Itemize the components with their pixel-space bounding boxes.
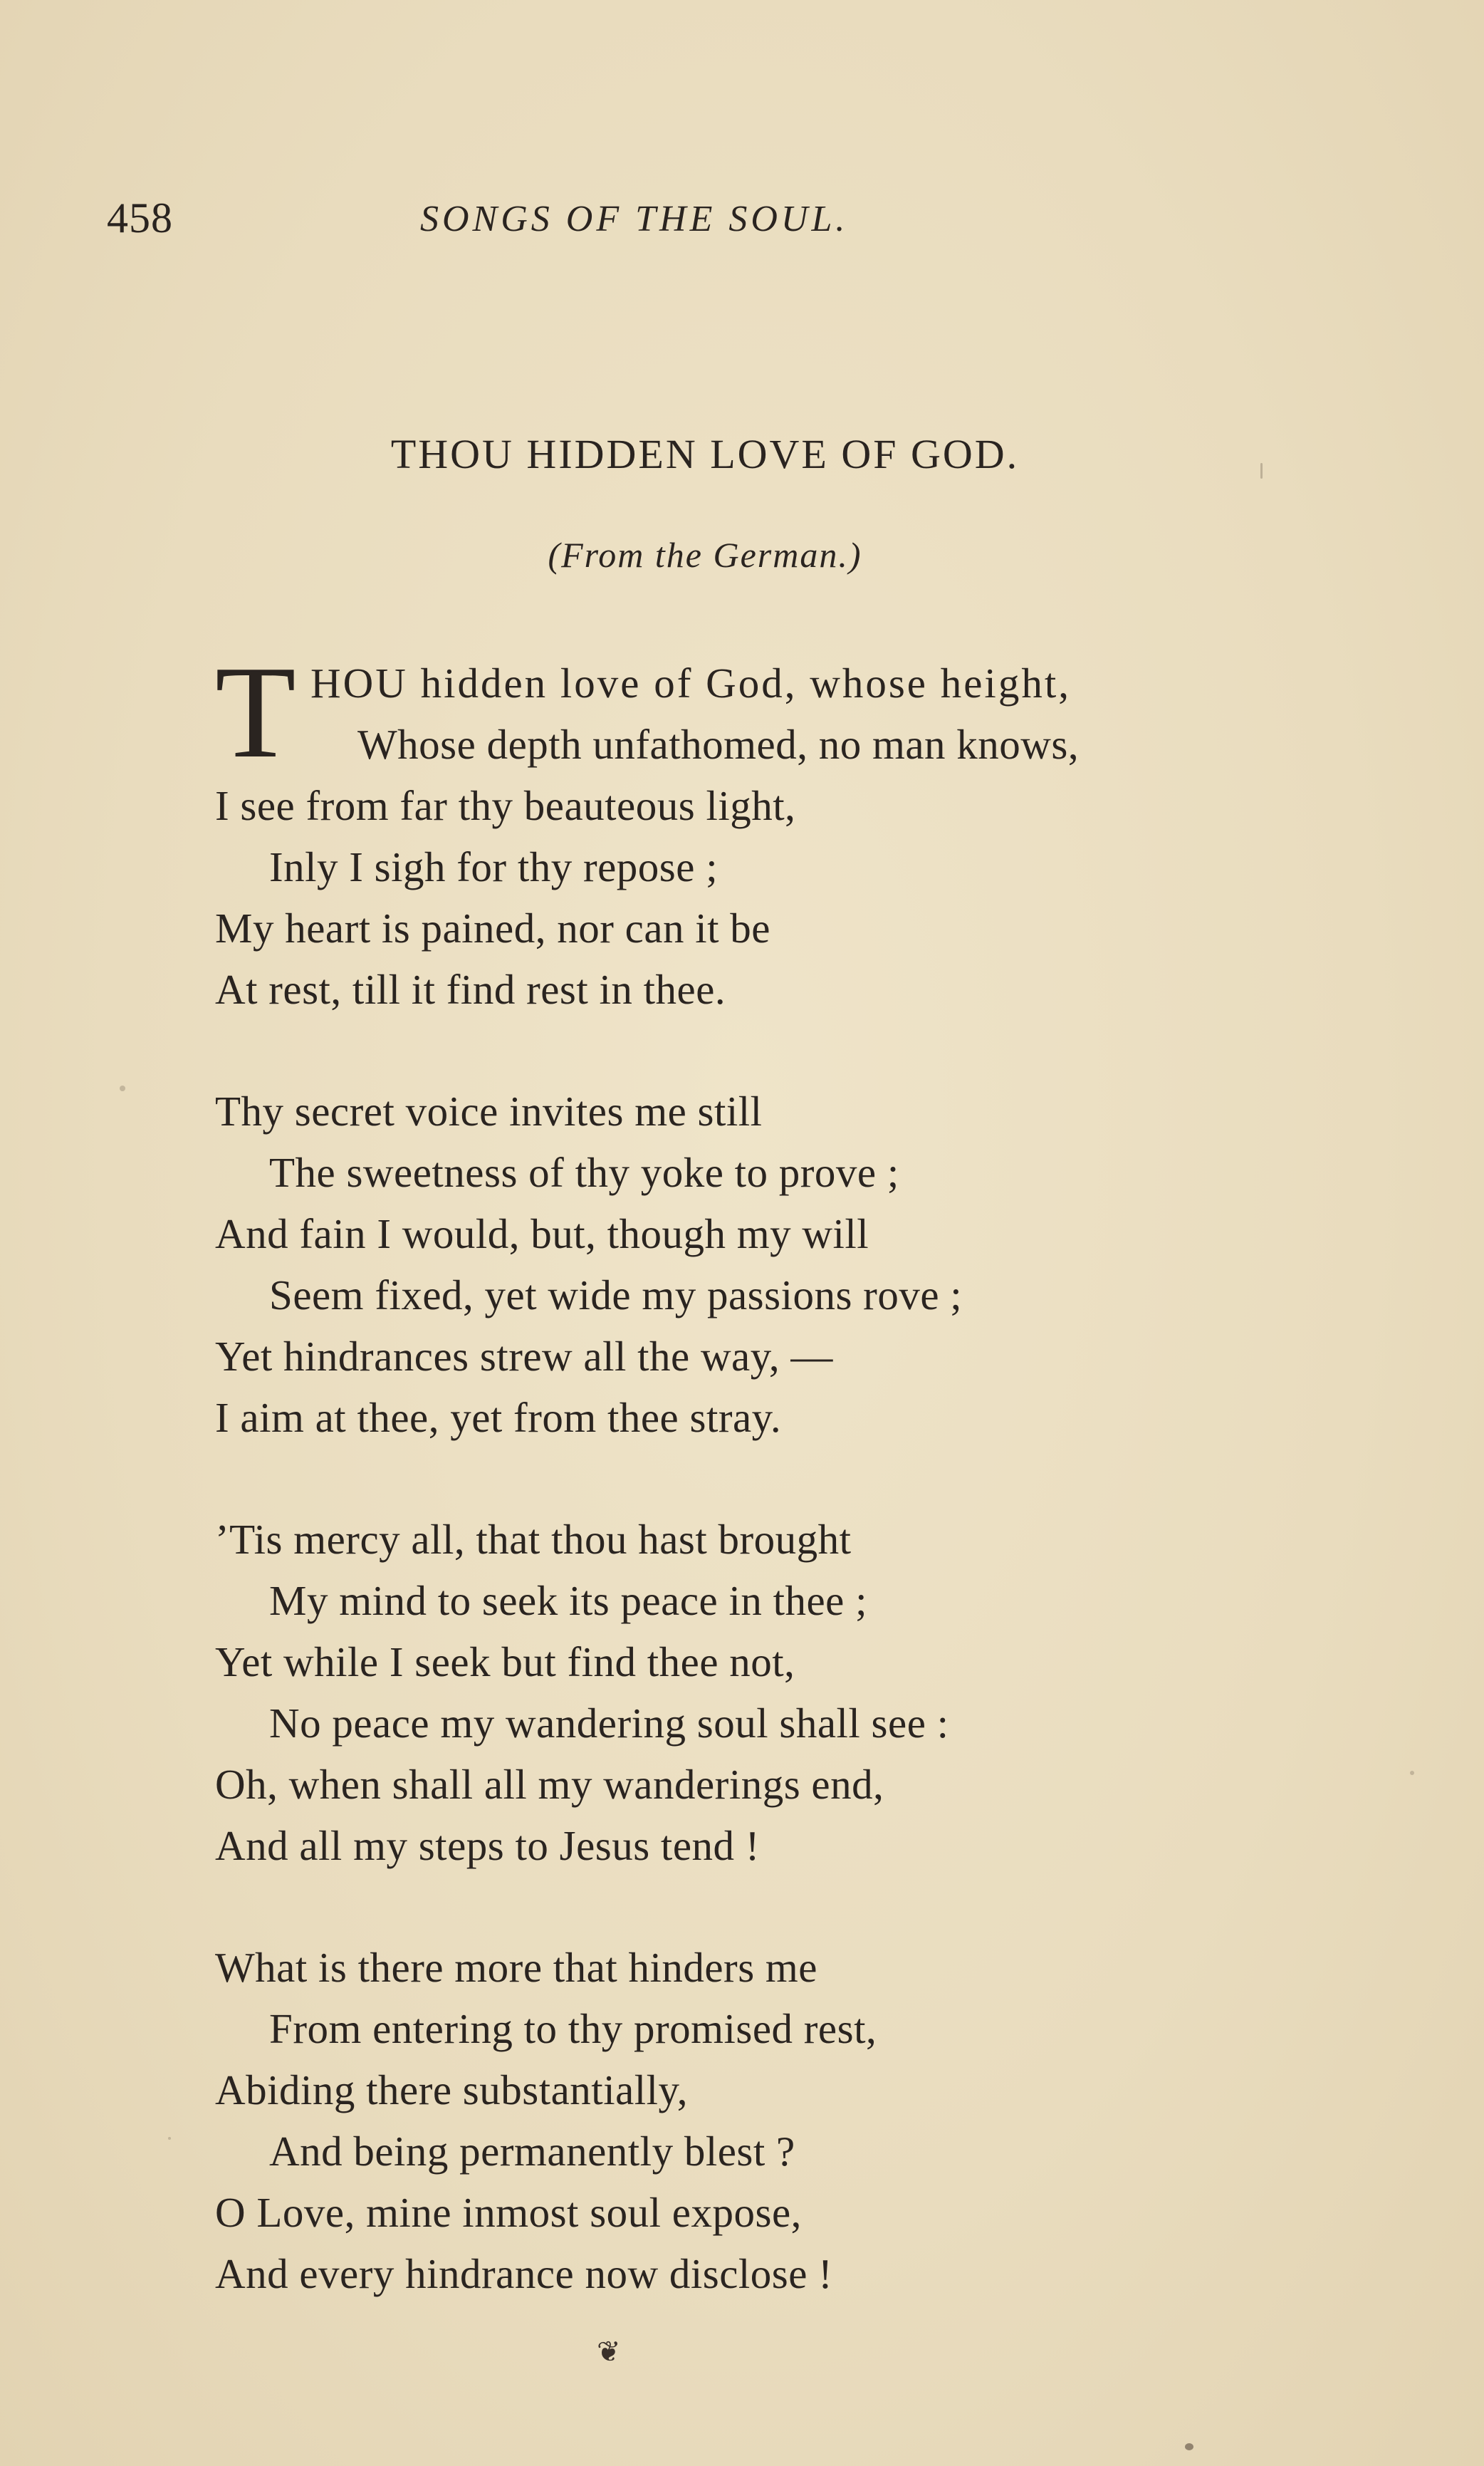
poem-line: From entering to thy promised rest, [269,2005,877,2052]
paper-speck [120,1086,125,1091]
first-line-text: HOU hidden love of God, whose height, [310,660,1071,707]
poem-line: O Love, mine inmost soul expose, [215,2189,802,2236]
stanza-2 [215,1081,1326,1448]
paper-speck [1260,463,1263,479]
fleuron-icon: ❦ [597,2336,621,2368]
poem-line: No peace my wandering soul shall see : [269,1700,949,1747]
running-head [107,194,961,251]
poem-line: Thy secret voice invites me still [215,1088,763,1135]
poem-line: My mind to seek its peace in thee ; [269,1577,868,1624]
poem-line: And fain I would, but, though my will [215,1210,869,1257]
stanza-3 [215,1509,1326,1876]
running-title: SONGS OF THE SOUL. [420,199,849,239]
poem-line: Seem fixed, yet wide my passions rove ; [269,1271,963,1318]
paper-speck [1185,2443,1193,2450]
poem-line: At rest, till it find rest in thee. [215,966,726,1013]
poem-title: THOU HIDDEN LOVE OF GOD. [390,431,1020,477]
poem-line: Whose depth unfathomed, no man knows, [357,721,1080,768]
paper-speck [1410,1771,1414,1775]
poem-body [215,639,1326,2365]
poem-line: Yet while I seek but find thee not, [215,1638,795,1685]
poem-line: And every hindrance now disclose ! [215,2250,833,2297]
poem-line: My heart is pained, nor can it be [215,905,770,952]
poem-line: Abiding there substantially, [215,2066,688,2113]
poem-line: Oh, when shall all my wanderings end, [215,1761,884,1808]
poem-subtitle: (From the German.) [548,535,862,575]
stanza-1 [215,639,1326,1020]
poem-line: I aim at thee, yet from thee stray. [215,1394,782,1441]
paper-speck [168,2137,171,2140]
poem-line: What is there more that hinders me [215,1944,817,1991]
poem-line [215,652,1326,714]
drop-cap: T [215,639,296,786]
page-number: 458 [107,194,173,241]
poem-line: And being permanently blest ? [269,2128,795,2175]
poem-line: And all my steps to Jesus tend ! [215,1822,760,1869]
poem-line: The sweetness of thy yoke to prove ; [269,1149,899,1196]
poem-line: Yet hindrances strew all the way, — [215,1333,833,1380]
stanza-4 [215,1937,1326,2304]
poem-line: ’Tis mercy all, that thou hast brought [215,1516,852,1563]
poem-line: Inly I sigh for thy repose ; [269,843,719,890]
poem-line: I see from far thy beauteous light, [215,782,796,829]
